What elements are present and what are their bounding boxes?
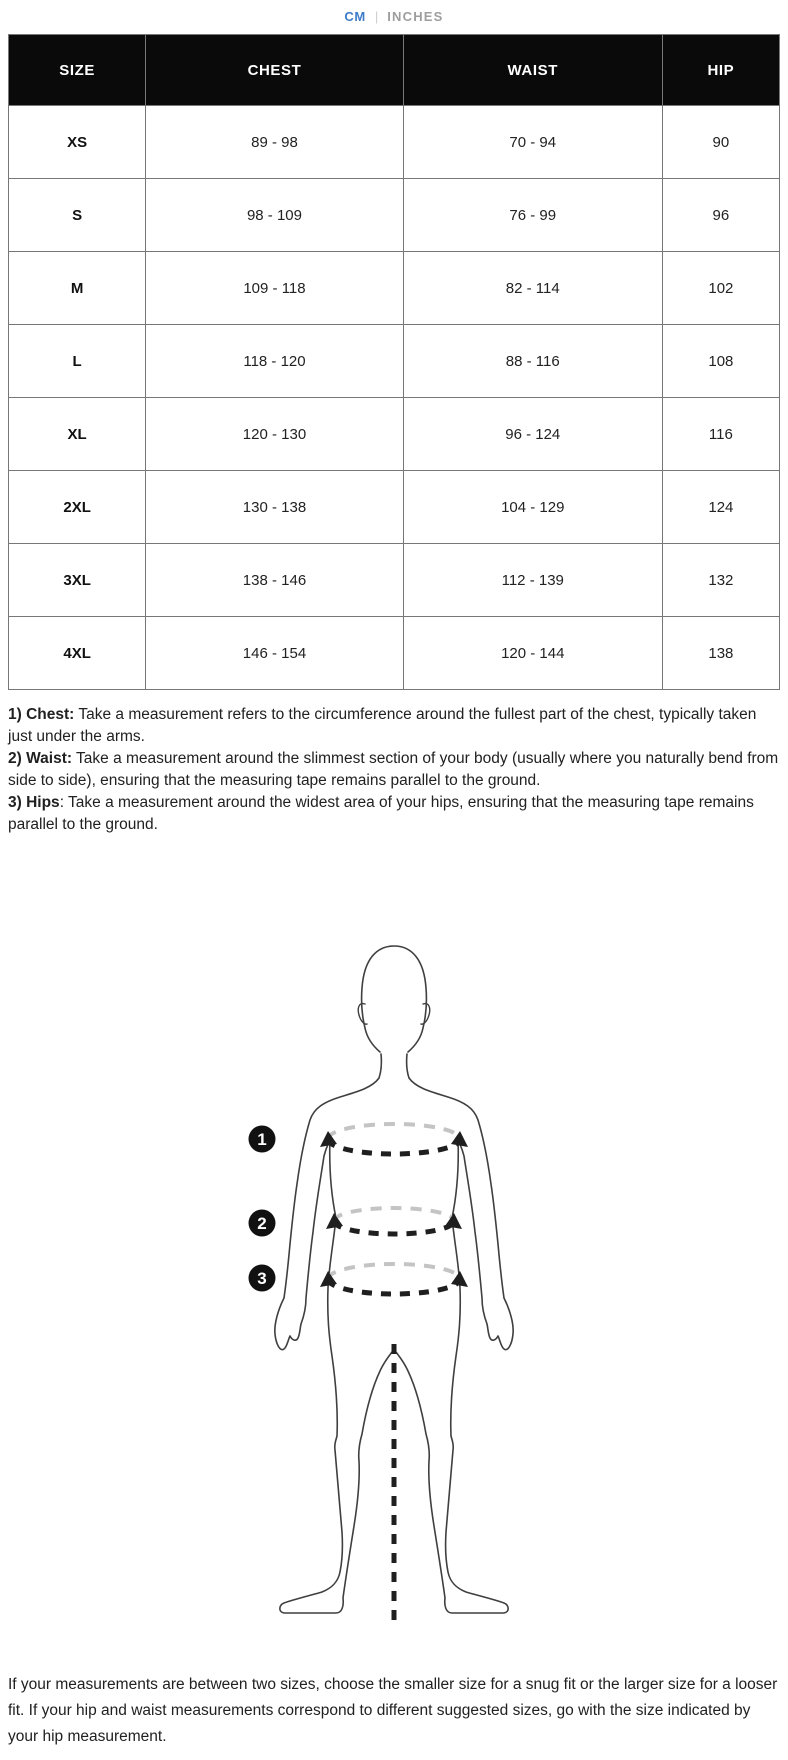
- chest-cell: 130 - 138: [146, 471, 404, 544]
- col-header-chest: CHEST: [146, 35, 404, 106]
- hip-tape-back: [328, 1264, 460, 1279]
- waist-cell: 88 - 116: [403, 325, 662, 398]
- table-row: [9, 106, 780, 179]
- instruction-chest-text: Take a measurement refers to the circumference around the fullest part of the chest, typically taken just under the arms.: [8, 706, 757, 745]
- hip-cell: 90: [662, 106, 779, 179]
- body-measurement-diagram: [224, 936, 564, 1636]
- chest-cell: 118 - 120: [146, 325, 404, 398]
- header-row: [9, 35, 780, 106]
- hip-cell: 116: [662, 398, 779, 471]
- unit-toggle: [8, 0, 780, 34]
- waist-cell: 82 - 114: [403, 252, 662, 325]
- fit-note: If your measurements are between two sizes, choose the smaller size for a snug fit or the larger size for a looser fit. If your hip and waist measurements correspond to different suggested sizes, go with the size indicated by your hip measurement.: [8, 1676, 778, 1745]
- body-diagram-container: [8, 936, 780, 1636]
- table-row: [9, 471, 780, 544]
- waist-tape-front: [334, 1221, 454, 1234]
- col-header-size: SIZE: [9, 35, 146, 106]
- chest-tape-back: [328, 1124, 460, 1139]
- size-cell: 4XL: [9, 617, 146, 690]
- measurement-instructions: [8, 704, 780, 836]
- table-row: [9, 179, 780, 252]
- hip-cell: 124: [662, 471, 779, 544]
- waist-cell: 76 - 99: [403, 179, 662, 252]
- waist-tape-back: [334, 1208, 454, 1221]
- size-cell: 3XL: [9, 544, 146, 617]
- waist-cell: 104 - 129: [403, 471, 662, 544]
- col-header-hip: HIP: [662, 35, 779, 106]
- instruction-hips: [8, 792, 780, 836]
- marker-1-badge: [249, 1126, 276, 1153]
- chest-cell: 120 - 130: [146, 398, 404, 471]
- tab-cm[interactable]: CM: [344, 9, 366, 24]
- unit-separator: |: [374, 9, 379, 24]
- marker-1-number: 1: [257, 1130, 267, 1149]
- chest-cell: 138 - 146: [146, 544, 404, 617]
- chest-cell: 146 - 154: [146, 617, 404, 690]
- tab-inches[interactable]: INCHES: [387, 9, 444, 24]
- size-cell: XL: [9, 398, 146, 471]
- size-cell: M: [9, 252, 146, 325]
- instruction-waist-label: 2) Waist:: [8, 750, 73, 767]
- size-cell: L: [9, 325, 146, 398]
- instruction-chest: [8, 704, 780, 748]
- head-outline: [362, 946, 427, 1052]
- size-cell: S: [9, 179, 146, 252]
- waist-cell: 112 - 139: [403, 544, 662, 617]
- marker-3-number: 3: [257, 1269, 267, 1288]
- hip-cell: 138: [662, 617, 779, 690]
- marker-2-number: 2: [257, 1214, 267, 1233]
- chest-tape-front: [328, 1139, 460, 1154]
- table-row: [9, 544, 780, 617]
- hip-tape-front: [328, 1279, 460, 1294]
- waist-cell: 120 - 144: [403, 617, 662, 690]
- size-chart-table: [8, 34, 780, 690]
- hip-cell: 96: [662, 179, 779, 252]
- chest-cell: 89 - 98: [146, 106, 404, 179]
- instruction-hips-text: : Take a measurement around the widest area of your hips, ensuring that the measuring tape remains parallel to the ground.: [8, 794, 754, 833]
- col-header-waist: WAIST: [403, 35, 662, 106]
- waist-cell: 70 - 94: [403, 106, 662, 179]
- size-cell: 2XL: [9, 471, 146, 544]
- instruction-chest-label: 1) Chest:: [8, 706, 75, 723]
- hip-cell: 132: [662, 544, 779, 617]
- waist-cell: 96 - 124: [403, 398, 662, 471]
- table-row: [9, 398, 780, 471]
- marker-2-badge: [249, 1210, 276, 1237]
- size-cell: XS: [9, 106, 146, 179]
- marker-3-badge: [249, 1265, 276, 1292]
- instruction-hips-label: 3) Hips: [8, 794, 60, 811]
- instruction-waist: [8, 748, 780, 792]
- instruction-waist-text: Take a measurement around the slimmest section of your body (usually where you naturally bend from side to side), ensuring that the measuring tape remains parallel to the ground.: [8, 750, 779, 789]
- table-row: [9, 325, 780, 398]
- hip-cell: 108: [662, 325, 779, 398]
- table-row: [9, 617, 780, 690]
- chest-cell: 109 - 118: [146, 252, 404, 325]
- table-row: [9, 252, 780, 325]
- chest-cell: 98 - 109: [146, 179, 404, 252]
- hip-cell: 102: [662, 252, 779, 325]
